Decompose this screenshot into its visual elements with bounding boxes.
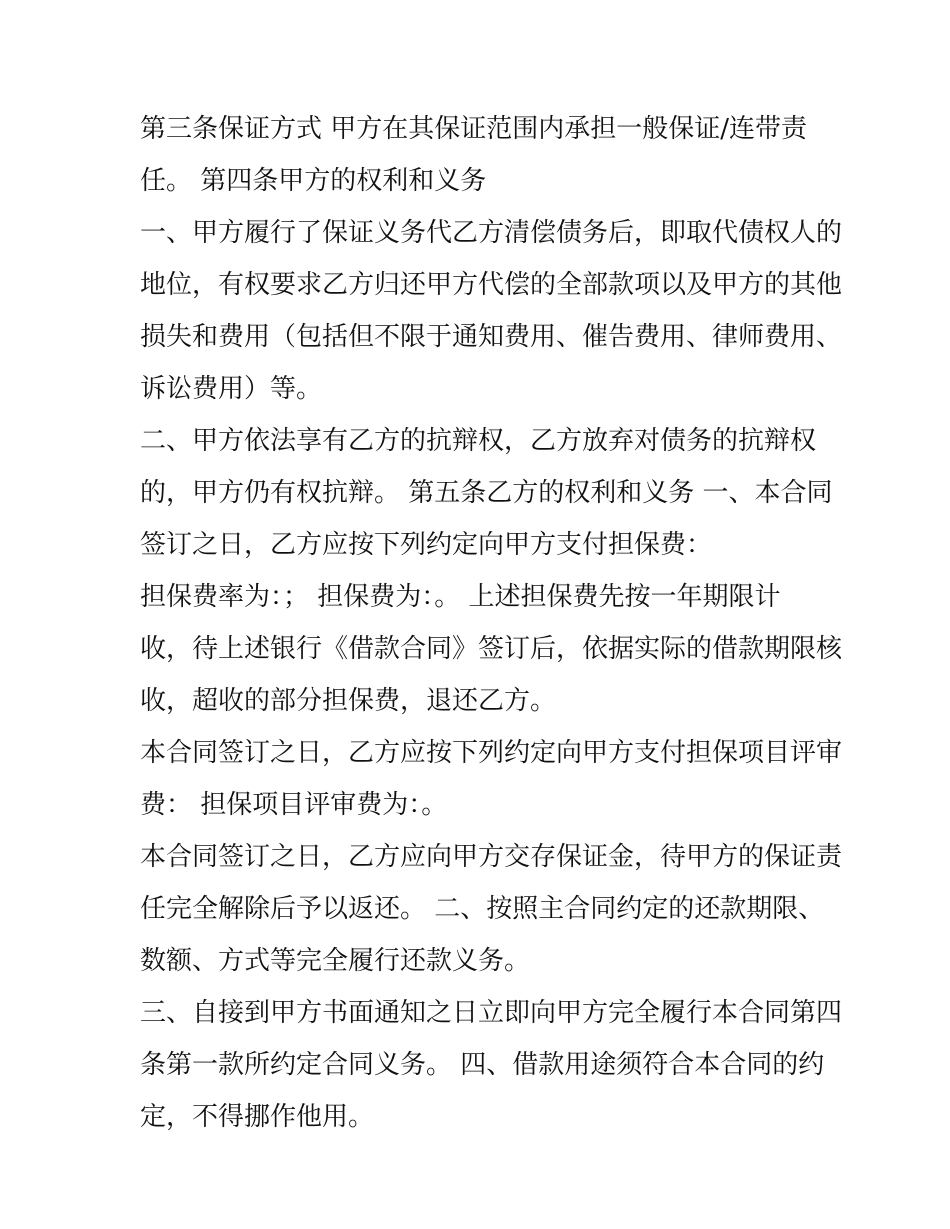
text-line: 数额、方式等完全履行还款义务。 <box>140 946 531 976</box>
text-line: 任。 第四条甲方的权利和义务 <box>140 166 487 196</box>
text-line: 签订之日，乙方应按下列约定向甲方支付担保费： <box>140 530 713 560</box>
text-line: 收，待上述银行《借款合同》签订后，依据实际的借款期限核 <box>140 634 843 664</box>
text-line: 定，不得挪作他用。 <box>140 1102 375 1132</box>
text-line: 的，甲方仍有权抗辩。 第五条乙方的权利和义务 一、本合同 <box>140 478 833 508</box>
text-line: 诉讼费用）等。 <box>140 374 323 404</box>
text-line: 地位，有权要求乙方归还甲方代偿的全部款项以及甲方的其他 <box>140 270 843 300</box>
text-line: 二、甲方依法享有乙方的抗辩权，乙方放弃对债务的抗辩权 <box>140 426 817 456</box>
text-line: 担保费率为：； 担保费为：。 上述担保费先按一年期限计 <box>140 582 781 612</box>
text-line: 本合同签订之日，乙方应向甲方交存保证金，待甲方的保证责 <box>140 842 843 872</box>
text-line: 任完全解除后予以返还。 二、按照主合同约定的还款期限、 <box>140 894 825 924</box>
text-line: 本合同签订之日，乙方应按下列约定向甲方支付担保项目评审 <box>140 738 843 768</box>
text-line: 三、自接到甲方书面通知之日立即向甲方完全履行本合同第四 <box>140 998 843 1028</box>
text-line: 一、甲方履行了保证义务代乙方清偿债务后，即取代债权人的 <box>140 218 843 248</box>
text-line: 费： 担保项目评审费为：。 <box>140 790 448 820</box>
text-line: 第三条保证方式 甲方在其保证范围内承担一般保证/连带责 <box>140 114 808 144</box>
text-line: 条第一款所约定合同义务。 四、借款用途须符合本合同的约 <box>140 1050 825 1080</box>
document-body <box>140 103 843 1143</box>
text-line: 损失和费用（包括但不限于通知费用、催告费用、律师费用、 <box>140 322 843 352</box>
text-line: 收，超收的部分担保费，退还乙方。 <box>140 686 557 716</box>
